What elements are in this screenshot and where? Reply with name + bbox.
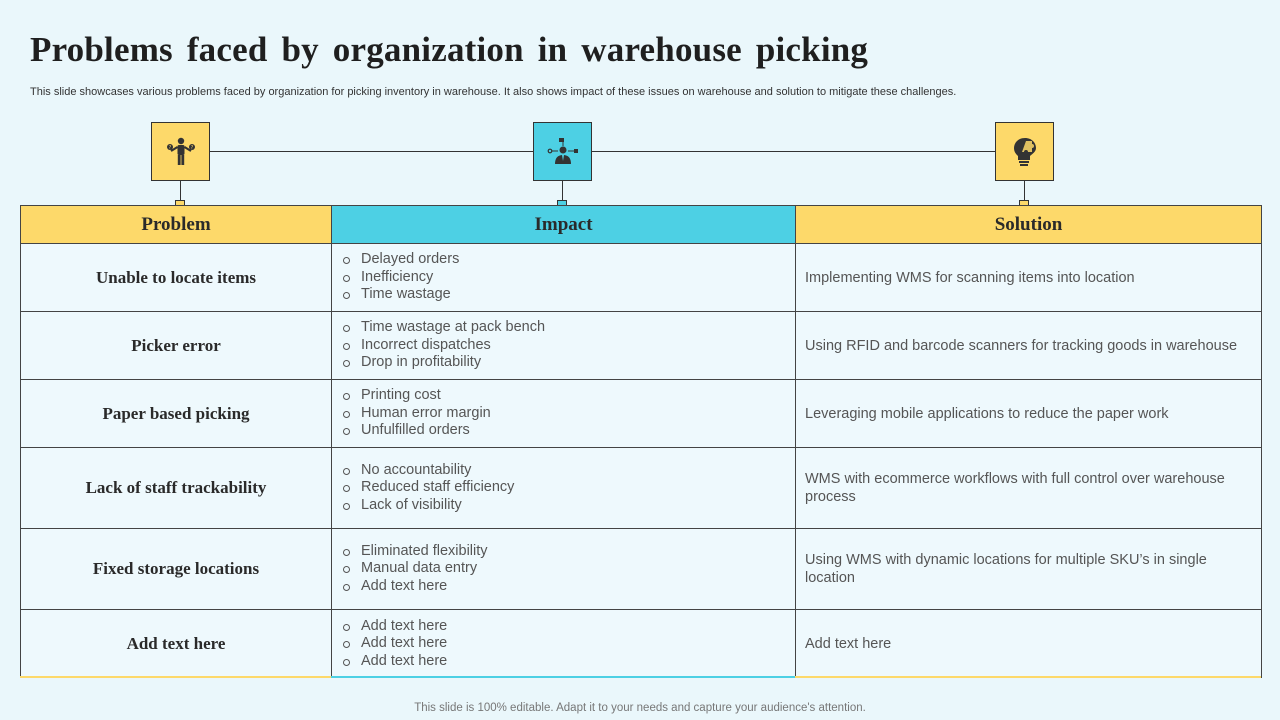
table-row — [21, 380, 1262, 448]
table-bottom-accent — [20, 676, 1261, 678]
table-row — [21, 610, 1262, 678]
problems-table — [20, 205, 1262, 678]
impact-item: Delayed orders — [342, 251, 795, 269]
impact-cell — [332, 448, 796, 529]
table-row — [21, 244, 1262, 312]
impact-cell — [332, 610, 796, 678]
svg-text:?: ? — [190, 144, 193, 151]
solution-cell: Add text here — [796, 610, 1262, 678]
problem-cell: Add text here — [21, 610, 332, 678]
table-row — [21, 529, 1262, 610]
header-impact: Impact — [332, 206, 796, 244]
impact-item: Inefficiency — [342, 269, 795, 287]
header-problem: Problem — [21, 206, 332, 244]
impact-item: Time wastage — [342, 286, 795, 304]
solution-cell: Leveraging mobile applications to reduce the paper work — [796, 380, 1262, 448]
problem-connector — [180, 181, 181, 201]
impact-item: Lack of visibility — [342, 497, 795, 515]
impact-item: Manual data entry — [342, 560, 795, 578]
impact-item: Printing cost — [342, 387, 795, 405]
page-title: Problems faced by organization in warehouse picking — [30, 30, 869, 69]
solution-cell: WMS with ecommerce workflows with full control over warehouse process — [796, 448, 1262, 529]
header-solution: Solution — [796, 206, 1262, 244]
problem-cell: Lack of staff trackability — [21, 448, 332, 529]
impact-item: Reduced staff efficiency — [342, 479, 795, 497]
svg-text:?: ? — [168, 144, 171, 151]
problem-cell: Paper based picking — [21, 380, 332, 448]
table-bottom-accent-mid — [331, 676, 795, 678]
lightbulb-puzzle-icon — [995, 122, 1054, 181]
problem-cell: Picker error — [21, 312, 332, 380]
solution-cell: Using WMS with dynamic locations for multiple SKU’s in single location — [796, 529, 1262, 610]
footer-note: This slide is 100% editable. Adapt it to your needs and capture your audience's attention. — [414, 702, 866, 714]
impact-cell — [332, 244, 796, 312]
impact-connector — [562, 181, 563, 201]
impact-item: Drop in profitability — [342, 354, 795, 372]
impact-cell — [332, 380, 796, 448]
impact-cell — [332, 529, 796, 610]
problem-cell: Unable to locate items — [21, 244, 332, 312]
impact-item: Add text here — [342, 653, 795, 671]
person-balancing-icon — [151, 122, 210, 181]
solution-cell: Implementing WMS for scanning items into location — [796, 244, 1262, 312]
impact-cell — [332, 312, 796, 380]
table-header-row — [21, 206, 1262, 244]
impact-item: Incorrect dispatches — [342, 337, 795, 355]
businessman-network-icon — [533, 122, 592, 181]
solution-cell: Using RFID and barcode scanners for tracking goods in warehouse — [796, 312, 1262, 380]
problem-cell: Fixed storage locations — [21, 529, 332, 610]
impact-item: Unfulfilled orders — [342, 422, 795, 440]
impact-item: Eliminated flexibility — [342, 543, 795, 561]
table-row — [21, 312, 1262, 380]
connector-line — [209, 151, 996, 152]
impact-item: Human error margin — [342, 405, 795, 423]
table-row — [21, 448, 1262, 529]
impact-item: Add text here — [342, 635, 795, 653]
impact-item: No accountability — [342, 462, 795, 480]
impact-item: Add text here — [342, 578, 795, 596]
impact-item: Time wastage at pack bench — [342, 319, 795, 337]
solution-connector — [1024, 181, 1025, 201]
impact-item: Add text here — [342, 618, 795, 636]
page-subtitle: This slide showcases various problems faced by organization for picking inventory in warehouse. It also shows impact of these issues on warehouse and solution to mitigate these challenges. — [30, 86, 957, 98]
